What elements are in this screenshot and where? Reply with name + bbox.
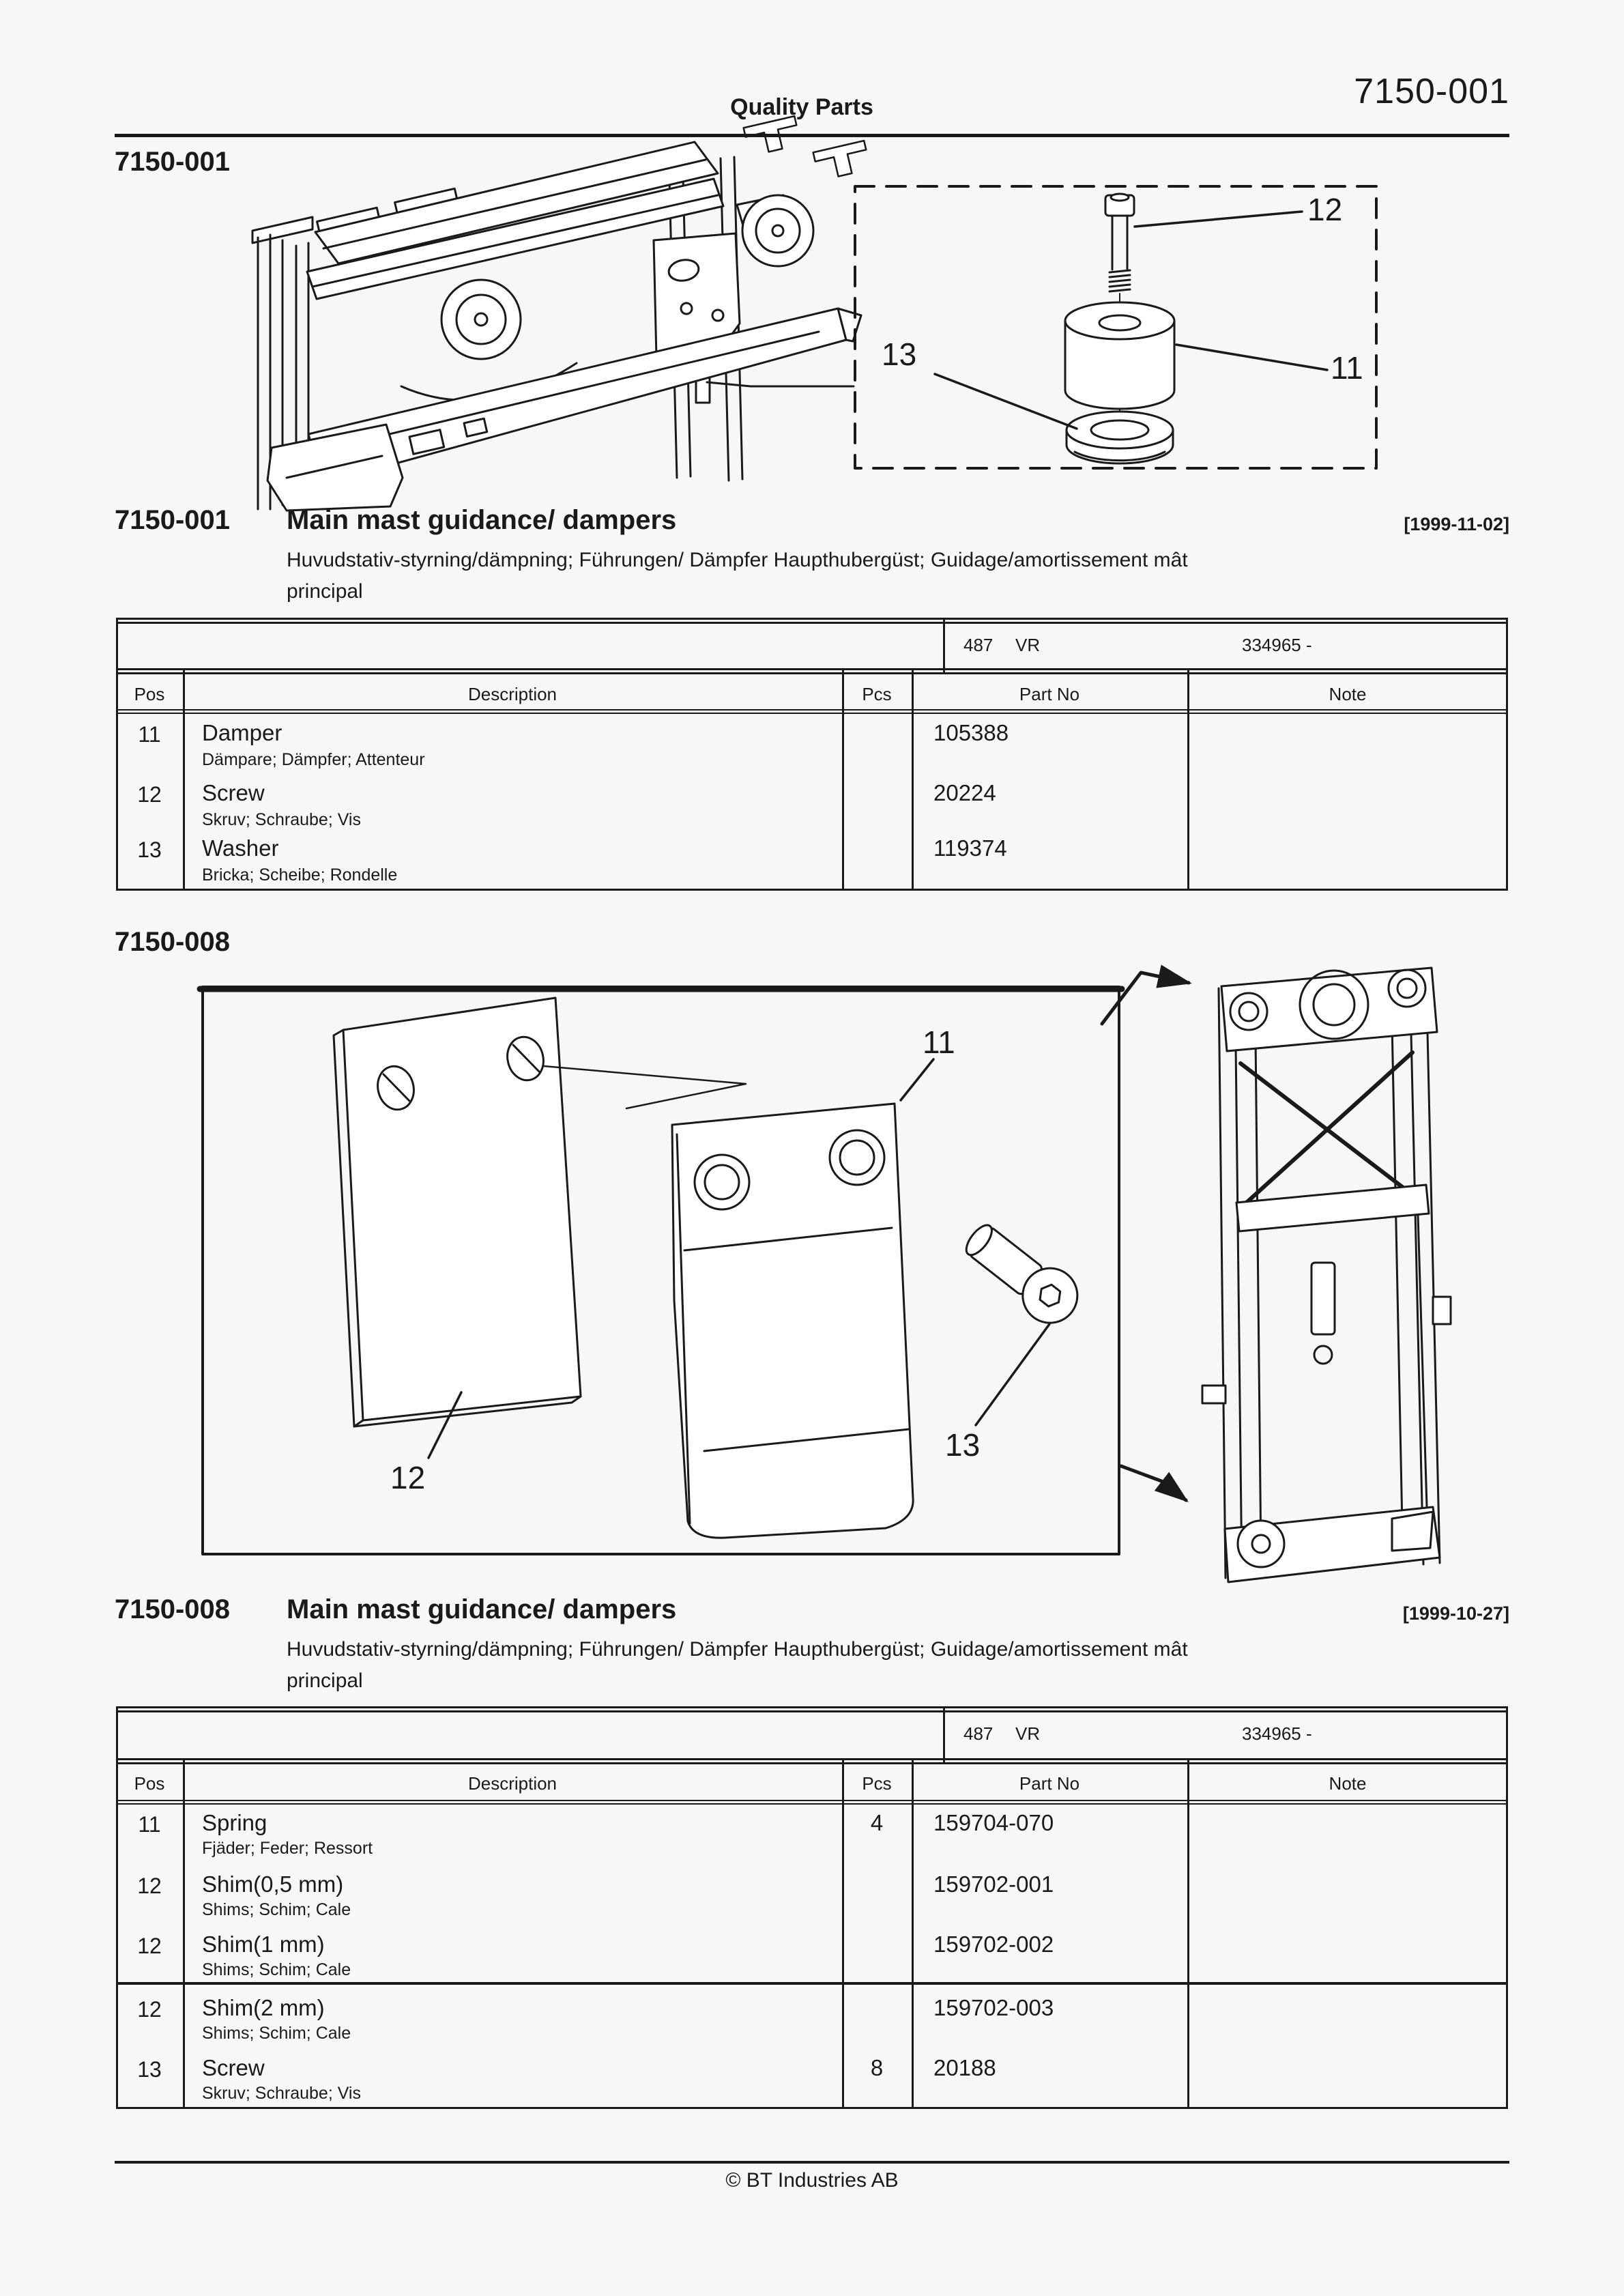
washer-part-drawing <box>1067 412 1173 463</box>
page-title: Quality Parts <box>730 94 873 120</box>
section1-subtitle-line1: Huvudstativ-styrning/dämpning; Führungen/ Dämpfer Haupthubergüst; Guidage/amortissement mât <box>287 549 1188 571</box>
page-code: 7150-001 <box>1354 72 1509 111</box>
serial-range: 334965 - <box>1242 635 1312 655</box>
section2-subtitle-line1: Huvudstativ-styrning/dämpning; Führungen/ Dämpfer Haupthubergüst; Guidage/amortissement mât <box>287 1638 1188 1661</box>
section1-subtitle-line2: principal <box>287 580 363 603</box>
section1-code: 7150-001 <box>115 505 231 535</box>
serial-range: 334965 - <box>1242 1723 1312 1744</box>
figure1-label: 7150-001 <box>115 147 231 177</box>
section2-title: Main mast guidance/ dampers <box>287 1594 677 1624</box>
col-pos: Pos <box>134 684 165 704</box>
group-separator <box>116 1982 1508 1985</box>
col-pcs: Pcs <box>862 684 892 704</box>
footer-rule <box>115 2161 1509 2164</box>
col-note: Note <box>1329 1773 1367 1794</box>
footer-copyright: © BT Industries AB <box>725 2169 899 2192</box>
col-part-no: Part No <box>1019 684 1080 704</box>
col-description: Description <box>467 684 557 704</box>
variant-code: VR <box>1015 635 1041 655</box>
mast-drawing-1 <box>252 116 871 511</box>
model-number: 487 <box>963 1723 994 1744</box>
damper-block-drawing <box>672 1104 913 1538</box>
col-description: Description <box>467 1773 557 1794</box>
variant-code: VR <box>1015 1723 1041 1744</box>
figure2-frame <box>200 987 1122 1554</box>
screw2-part-drawing <box>956 1214 1088 1334</box>
parts-table-2: 487 VR 334965 - Pos Description Pcs Part No Note 11 Spring Fjäder; Feder; Ressort 4 159704-070 12 Shim(0,5 mm) Shims; Schim; Cale 159702-001 12 Shim(1 mm) Shims; Schim; Cale 159702-002 12 Shim(2 mm) Shims; Schim; Cale 159702-003 13 Screw Skruv; Schraube; Vis 8 20188 <box>116 1706 1508 2109</box>
callout-13-fig2: 13 <box>945 1427 981 1463</box>
exploded-view-box <box>855 186 1376 468</box>
col-pcs: Pcs <box>862 1773 892 1794</box>
parts-table-1: 487 VR 334965 - Pos Description Pcs Part No Note 11 Damper Dämpare; Dämpfer; Attenteur 105388 12 Screw Skruv; Schraube; Vis 20224 13 Washer Bricka; Scheibe; Rondelle 119374 <box>116 618 1508 891</box>
figure2-label: 7150-008 <box>115 927 231 957</box>
section2-subtitle <box>287 1634 1188 1697</box>
callout-11-fig2: 11 <box>923 1024 955 1060</box>
callout-12-fig1: 12 <box>1307 192 1343 227</box>
mast-drawing-2 <box>1202 968 1451 1582</box>
callout-12-fig2: 12 <box>390 1460 426 1495</box>
section2-subtitle-line2: principal <box>287 1669 363 1692</box>
header-rule <box>115 134 1509 137</box>
meta-divider <box>943 1706 945 1764</box>
section1-subtitle <box>287 545 1188 607</box>
section1-title: Main mast guidance/ dampers <box>287 505 677 535</box>
reference-arrows <box>1102 973 1189 1500</box>
col-pos: Pos <box>134 1773 165 1794</box>
col-part-no: Part No <box>1019 1773 1080 1794</box>
section1-date: [1999-11-02] <box>1404 514 1509 534</box>
col-note: Note <box>1329 684 1367 704</box>
section2-code: 7150-008 <box>115 1594 231 1624</box>
callout-11-fig1: 11 <box>1331 350 1363 386</box>
model-number: 487 <box>963 635 994 655</box>
meta-divider <box>943 618 945 674</box>
section2-date: [1999-10-27] <box>1402 1603 1509 1624</box>
callout-13-fig1: 13 <box>882 336 917 372</box>
